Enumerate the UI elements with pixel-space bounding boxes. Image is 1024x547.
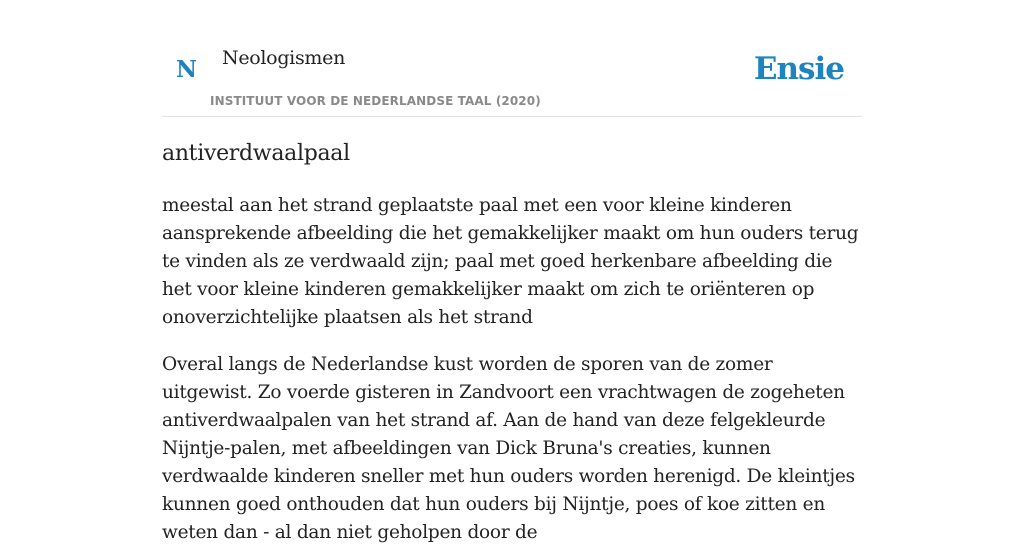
dictionary-source: INSTITUUT VOOR DE NEDERLANDSE TAAL (2020) xyxy=(210,94,541,108)
entry-header xyxy=(162,0,862,117)
ensie-logo[interactable]: Ensie xyxy=(753,51,844,87)
entry-content xyxy=(162,138,862,547)
dictionary-title[interactable]: Neologismen xyxy=(222,47,346,69)
headword: antiverdwaalpaal xyxy=(162,141,350,166)
definition-text: meestal aan het strand geplaatste paal met een voor kleine kinderen aansprekende afbeelding die het gemakkelijker maakt om hun ouders terug te vinden als ze verdwaald zijn; paal met goed herkenbare afbeelding die het voor kleine kinderen gemakkelijker maakt om zich te oriënteren op onoverzichtelijke plaatsen als het strand xyxy=(162,195,859,328)
dictionary-letter-icon: N xyxy=(176,56,198,83)
example-quote: Overal langs de Nederlandse kust worden de sporen van de zomer uitgewist. Zo voerde gisteren in Zandvoort een vrachtwagen de zogeheten antiverdwaalpalen van het strand af. Aan de hand van deze felgekleurde Nijntje-palen, met afbeeldingen van Dick Bruna's creaties, kunnen verdwaalde kinderen sneller met hun ouders worden herenigd. De kleintjes kunnen goed onthouden dat hun ouders bij Nijntje, poes of koe zitten en weten dan - al dan niet geholpen door de xyxy=(162,354,855,543)
